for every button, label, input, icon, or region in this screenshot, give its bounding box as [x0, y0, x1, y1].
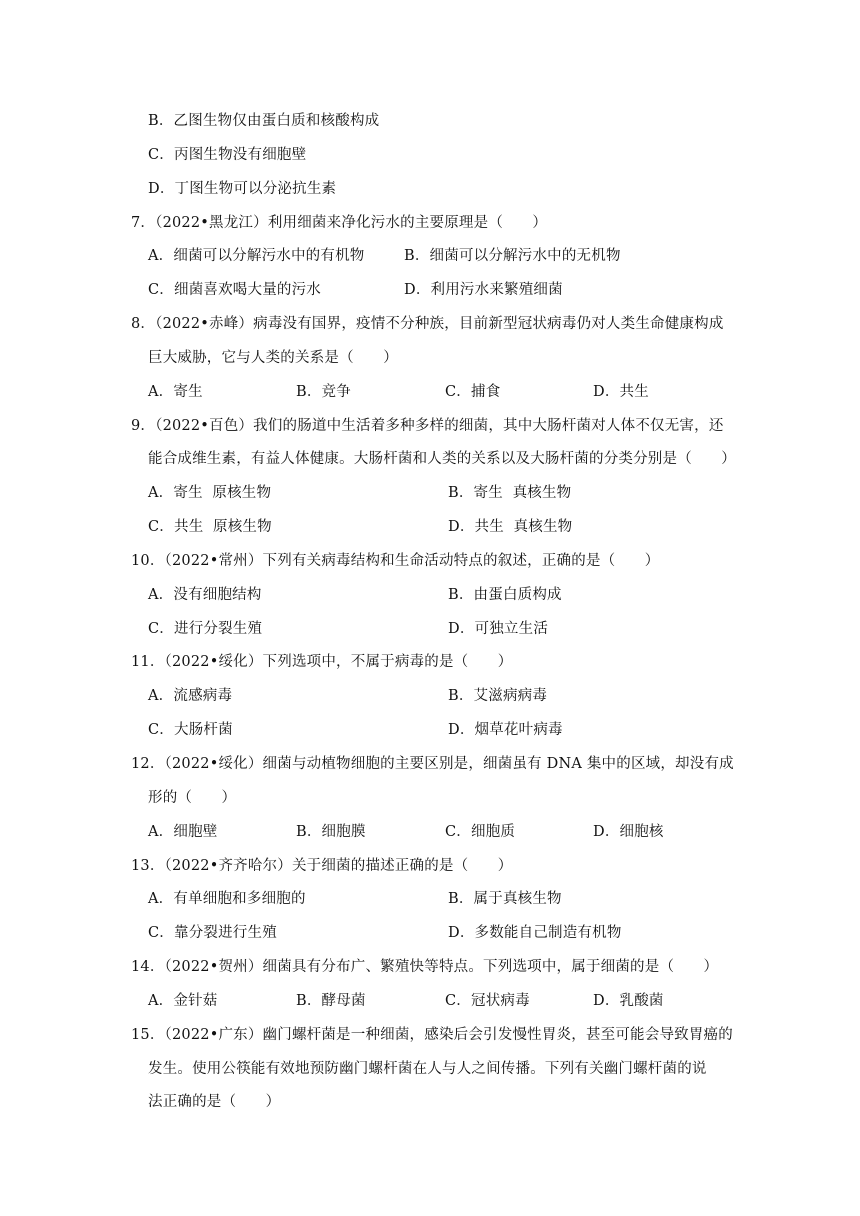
q14-option-c: C．冠状病毒 — [445, 993, 530, 1009]
q12-option-c: C．细胞质 — [445, 824, 516, 840]
q8-stem-line1: 8．（2022•赤峰）病毒没有国界，疫情不分种族，目前新型冠状病毒仍对人类生命健康构成 — [131, 316, 724, 332]
q8-option-b: B．竞争 — [296, 384, 351, 400]
q13-option-c: C．靠分裂进行生殖 — [148, 925, 277, 941]
q10-option-c: C．进行分裂生殖 — [148, 621, 263, 637]
q6-option-b: B．乙图生物仅由蛋白质和核酸构成 — [148, 113, 380, 129]
q7-stem: 7．（2022•黑龙江）利用细菌来净化污水的主要原理是（ ） — [131, 215, 548, 231]
q14-option-b: B．酵母菌 — [296, 993, 366, 1009]
q9-stem-line2: 能合成维生素，有益人体健康。大肠杆菌和人类的关系以及大肠杆菌的分类分别是（ ） — [148, 451, 736, 467]
q14-option-d: D．乳酸菌 — [593, 993, 664, 1009]
q12-stem-line2: 形的（ ） — [148, 790, 237, 806]
q7-option-c: C．细菌喜欢喝大量的污水 — [148, 282, 321, 298]
q13-option-a: A．有单细胞和多细胞的 — [148, 891, 306, 907]
q11-option-d: D．烟草花叶病毒 — [448, 722, 563, 738]
q13-option-b: B．属于真核生物 — [448, 891, 562, 907]
q15-stem-line1: 15．（2022•广东）幽门螺杆菌是一种细菌，感染后会引发慢性胃炎，甚至可能会导致胃癌的 — [131, 1027, 733, 1043]
q9-option-c: C．共生 原核生物 — [148, 519, 272, 535]
q10-option-b: B．由蛋白质构成 — [448, 587, 562, 603]
q10-option-a: A．没有细胞结构 — [148, 587, 262, 603]
q11-option-b: B．艾滋病病毒 — [448, 688, 548, 704]
q7-option-d: D．利用污水来繁殖细菌 — [404, 282, 563, 298]
q14-stem: 14．（2022•贺州）细菌具有分布广、繁殖快等特点。下列选项中，属于细菌的是（ ） — [131, 959, 719, 975]
q11-option-c: C．大肠杆菌 — [148, 722, 233, 738]
q8-option-d: D．共生 — [593, 384, 649, 400]
q9-option-a: A．寄生 原核生物 — [148, 485, 272, 501]
q9-stem-line1: 9．（2022•百色）我们的肠道中生活着多种多样的细菌，其中大肠杆菌对人体不仅无害，还 — [131, 418, 724, 434]
q13-stem: 13．（2022•齐齐哈尔）关于细菌的描述正确的是（ ） — [131, 858, 513, 874]
q6-option-d: D．丁图生物可以分泌抗生素 — [148, 181, 337, 197]
q11-option-a: A．流感病毒 — [148, 688, 233, 704]
q8-option-c: C．捕食 — [445, 384, 501, 400]
q10-option-d: D．可独立生活 — [448, 621, 549, 637]
q8-option-a: A．寄生 — [148, 384, 203, 400]
q15-stem-line2: 发生。使用公筷能有效地预防幽门螺杆菌在人与人之间传播。下列有关幽门螺杆菌的说 — [148, 1061, 707, 1077]
q12-stem-line1: 12．（2022•绥化）细菌与动植物细胞的主要区别是，细菌虽有 DNA 集中的区域，却没有成 — [131, 756, 734, 772]
q13-option-d: D．多数能自己制造有机物 — [448, 925, 622, 941]
q12-option-d: D．细胞核 — [593, 824, 664, 840]
q6-option-c: C．丙图生物没有细胞壁 — [148, 147, 307, 163]
q10-stem: 10．（2022•常州）下列有关病毒结构和生命活动特点的叙述，正确的是（ ） — [131, 553, 660, 569]
q11-stem: 11．（2022•绥化）下列选项中，不属于病毒的是（ ） — [131, 654, 513, 670]
q12-option-a: A．细胞壁 — [148, 824, 218, 840]
q8-stem-line2: 巨大威胁，它与人类的关系是（ ） — [148, 350, 398, 366]
q7-option-a: A．细菌可以分解污水中的有机物 — [148, 248, 365, 264]
q7-option-b: B．细菌可以分解污水中的无机物 — [404, 248, 621, 264]
q9-option-d: D．共生 真核生物 — [448, 519, 573, 535]
q12-option-b: B．细胞膜 — [296, 824, 366, 840]
q15-stem-line3: 法正确的是（ ） — [148, 1094, 281, 1110]
q14-option-a: A．金针菇 — [148, 993, 218, 1009]
q9-option-b: B．寄生 真核生物 — [448, 485, 572, 501]
